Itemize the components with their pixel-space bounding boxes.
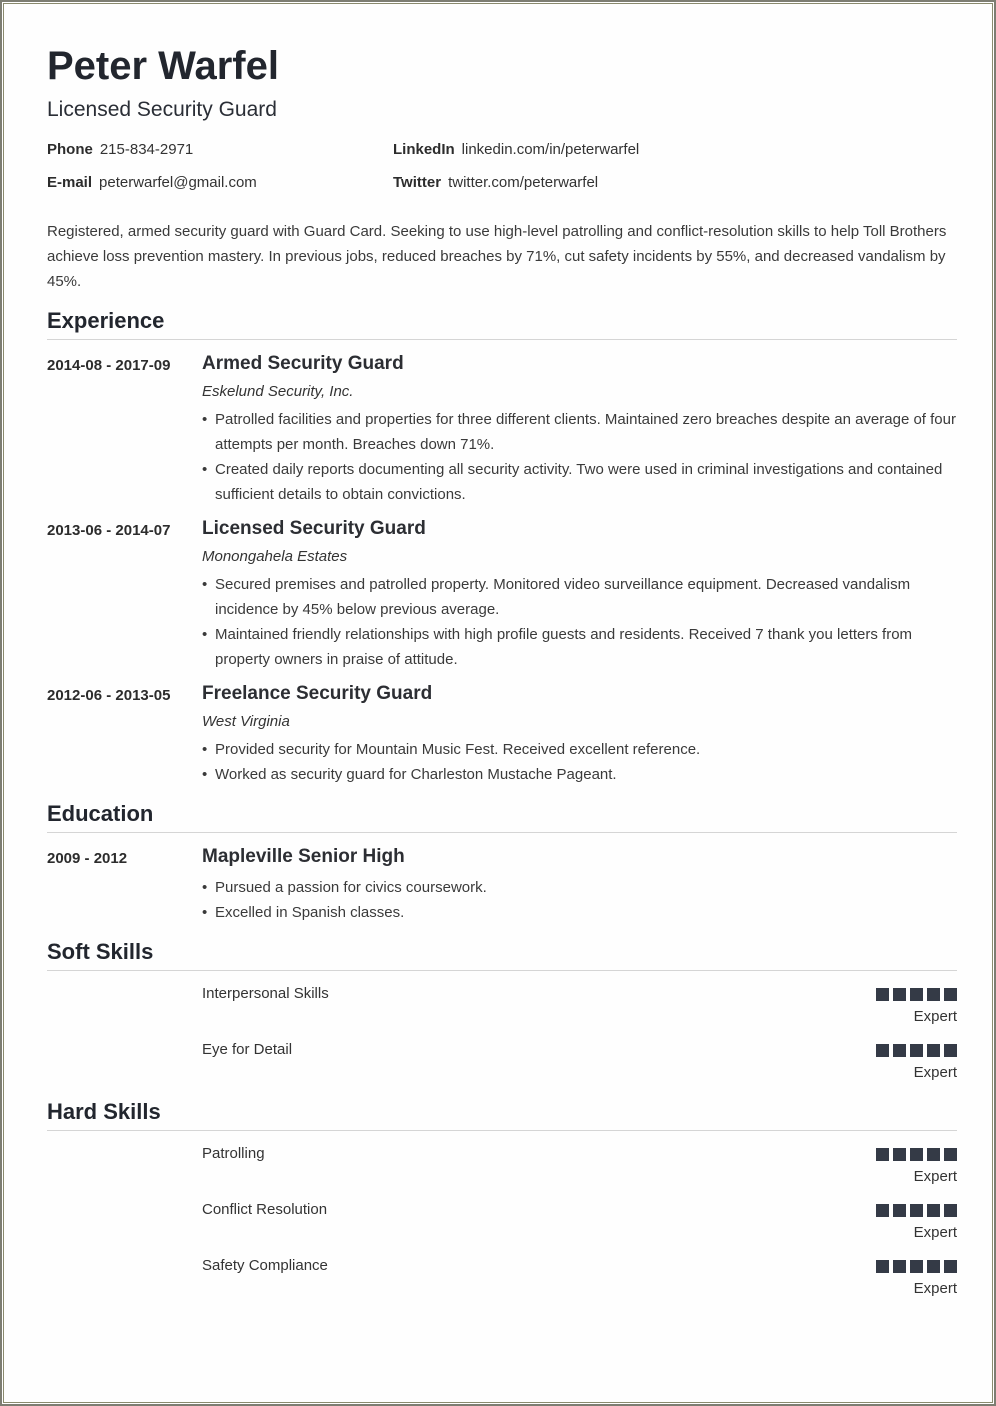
rating-square-icon bbox=[893, 1204, 906, 1217]
skill-name: Interpersonal Skills bbox=[202, 985, 329, 1002]
entry-dates: 2013-06 - 2014-07 bbox=[47, 522, 171, 539]
rating-square-icon bbox=[876, 1148, 889, 1161]
section-heading-experience: Experience bbox=[47, 308, 957, 340]
twitter-label: Twitter bbox=[393, 174, 442, 191]
rating-square-icon bbox=[876, 988, 889, 1001]
rating-square-icon bbox=[893, 1260, 906, 1273]
skill-level: Expert bbox=[913, 1224, 957, 1241]
entry-bullets bbox=[202, 572, 957, 672]
bullet-icon: • bbox=[202, 411, 208, 428]
rating-square-icon bbox=[944, 1148, 957, 1161]
bullet-item: • Created daily reports documenting all security activity. Two were used in criminal investigations and contained sufficient details to obtain convictions. bbox=[202, 457, 957, 507]
contact-twitter bbox=[393, 174, 598, 191]
bullet-icon: • bbox=[202, 766, 208, 783]
bullet-item: • Maintained friendly relationships with high profile guests and residents. Received 7 thank you letters from property owners in praise of attitude. bbox=[202, 622, 957, 672]
bullet-item: • Patrolled facilities and properties for three different clients. Maintained zero breaches despite an average of four attempts per month. Breaches down 71%. bbox=[202, 407, 957, 457]
skill-rating bbox=[876, 1148, 957, 1161]
bullet-icon: • bbox=[202, 879, 208, 896]
contact-phone bbox=[47, 141, 193, 158]
entry-dates: 2009 - 2012 bbox=[47, 850, 128, 867]
skill-row bbox=[47, 1041, 957, 1091]
skill-name: Eye for Detail bbox=[202, 1041, 293, 1058]
skill-name: Patrolling bbox=[202, 1145, 265, 1162]
bullet-item: • Excelled in Spanish classes. bbox=[202, 900, 957, 925]
bullet-icon: • bbox=[202, 461, 208, 478]
page-frame-inner bbox=[3, 3, 993, 1403]
skill-name: Safety Compliance bbox=[202, 1257, 328, 1274]
bullet-item: • Worked as security guard for Charleston Mustache Pageant. bbox=[202, 762, 957, 787]
rating-square-icon bbox=[910, 1044, 923, 1057]
linkedin-label: LinkedIn bbox=[393, 141, 455, 158]
section-heading-education: Education bbox=[47, 801, 957, 833]
entry-bullets bbox=[202, 407, 957, 507]
entry-dates: 2012-06 - 2013-05 bbox=[47, 687, 171, 704]
entry-dates: 2014-08 - 2017-09 bbox=[47, 357, 171, 374]
entry-organization: Monongahela Estates bbox=[202, 548, 348, 565]
bullet-item: • Provided security for Mountain Music Fest. Received excellent reference. bbox=[202, 737, 957, 762]
bullet-icon: • bbox=[202, 741, 208, 758]
entry-organization: West Virginia bbox=[202, 713, 290, 730]
skill-rating bbox=[876, 1044, 957, 1057]
contact-email bbox=[47, 174, 257, 191]
skill-rating bbox=[876, 988, 957, 1001]
entry-role: Freelance Security Guard bbox=[202, 683, 433, 704]
email-value[interactable]: peterwarfel@gmail.com bbox=[99, 174, 257, 191]
skill-row bbox=[47, 1201, 957, 1251]
skill-level: Expert bbox=[913, 1280, 957, 1297]
profile-summary: Registered, armed security guard with Guard Card. Seeking to use high-level patrolling and conflict-resolution skills to help Toll Brothers achieve loss prevention mastery. In previous jobs, reduced breaches by 71%, cut safety incidents by 55%, and decreased vandalism by 45%. bbox=[47, 223, 947, 290]
phone-value: 215-834-2971 bbox=[99, 141, 194, 158]
rating-square-icon bbox=[910, 1204, 923, 1217]
bullet-icon: • bbox=[202, 576, 208, 593]
entry-role: Licensed Security Guard bbox=[202, 518, 426, 539]
entry-bullets bbox=[202, 875, 957, 925]
candidate-name: Peter Warfel bbox=[47, 44, 279, 88]
skill-rating bbox=[876, 1204, 957, 1217]
rating-square-icon bbox=[893, 1148, 906, 1161]
entry-role: Armed Security Guard bbox=[202, 353, 404, 374]
phone-label: Phone bbox=[47, 141, 93, 158]
skill-name: Conflict Resolution bbox=[202, 1201, 328, 1218]
twitter-value[interactable]: twitter.com/peterwarfel bbox=[448, 174, 599, 191]
rating-square-icon bbox=[927, 1260, 940, 1273]
section-heading-soft-skills: Soft Skills bbox=[47, 939, 957, 971]
skill-row bbox=[47, 985, 957, 1035]
skill-row bbox=[47, 1145, 957, 1195]
bullet-item: • Secured premises and patrolled property. Monitored video surveillance equipment. Decreased vandalism incidence by 45% below previous average. bbox=[202, 572, 957, 622]
rating-square-icon bbox=[944, 1204, 957, 1217]
rating-square-icon bbox=[944, 988, 957, 1001]
bullet-icon: • bbox=[202, 904, 208, 921]
bullet-item: • Pursued a passion for civics coursework. bbox=[202, 875, 957, 900]
entry-organization: Eskelund Security, Inc. bbox=[202, 383, 354, 400]
rating-square-icon bbox=[927, 1148, 940, 1161]
entry-bullets bbox=[202, 737, 957, 787]
skill-level: Expert bbox=[913, 1064, 957, 1081]
skill-level: Expert bbox=[913, 1008, 957, 1025]
rating-square-icon bbox=[927, 988, 940, 1001]
candidate-title: Licensed Security Guard bbox=[47, 98, 277, 121]
rating-square-icon bbox=[944, 1260, 957, 1273]
rating-square-icon bbox=[927, 1204, 940, 1217]
skill-level: Expert bbox=[913, 1168, 957, 1185]
rating-square-icon bbox=[910, 1260, 923, 1273]
rating-square-icon bbox=[876, 1260, 889, 1273]
skill-row bbox=[47, 1257, 957, 1307]
rating-square-icon bbox=[927, 1044, 940, 1057]
bullet-icon: • bbox=[202, 626, 208, 643]
rating-square-icon bbox=[893, 988, 906, 1001]
contact-linkedin bbox=[393, 141, 639, 158]
email-label: E-mail bbox=[47, 174, 93, 191]
rating-square-icon bbox=[876, 1044, 889, 1057]
entry-school: Mapleville Senior High bbox=[202, 846, 405, 867]
linkedin-value[interactable]: linkedin.com/in/peterwarfel bbox=[461, 141, 640, 158]
rating-square-icon bbox=[944, 1044, 957, 1057]
rating-square-icon bbox=[910, 1148, 923, 1161]
rating-square-icon bbox=[910, 988, 923, 1001]
skill-rating bbox=[876, 1260, 957, 1273]
rating-square-icon bbox=[893, 1044, 906, 1057]
rating-square-icon bbox=[876, 1204, 889, 1217]
section-heading-hard-skills: Hard Skills bbox=[47, 1099, 957, 1131]
